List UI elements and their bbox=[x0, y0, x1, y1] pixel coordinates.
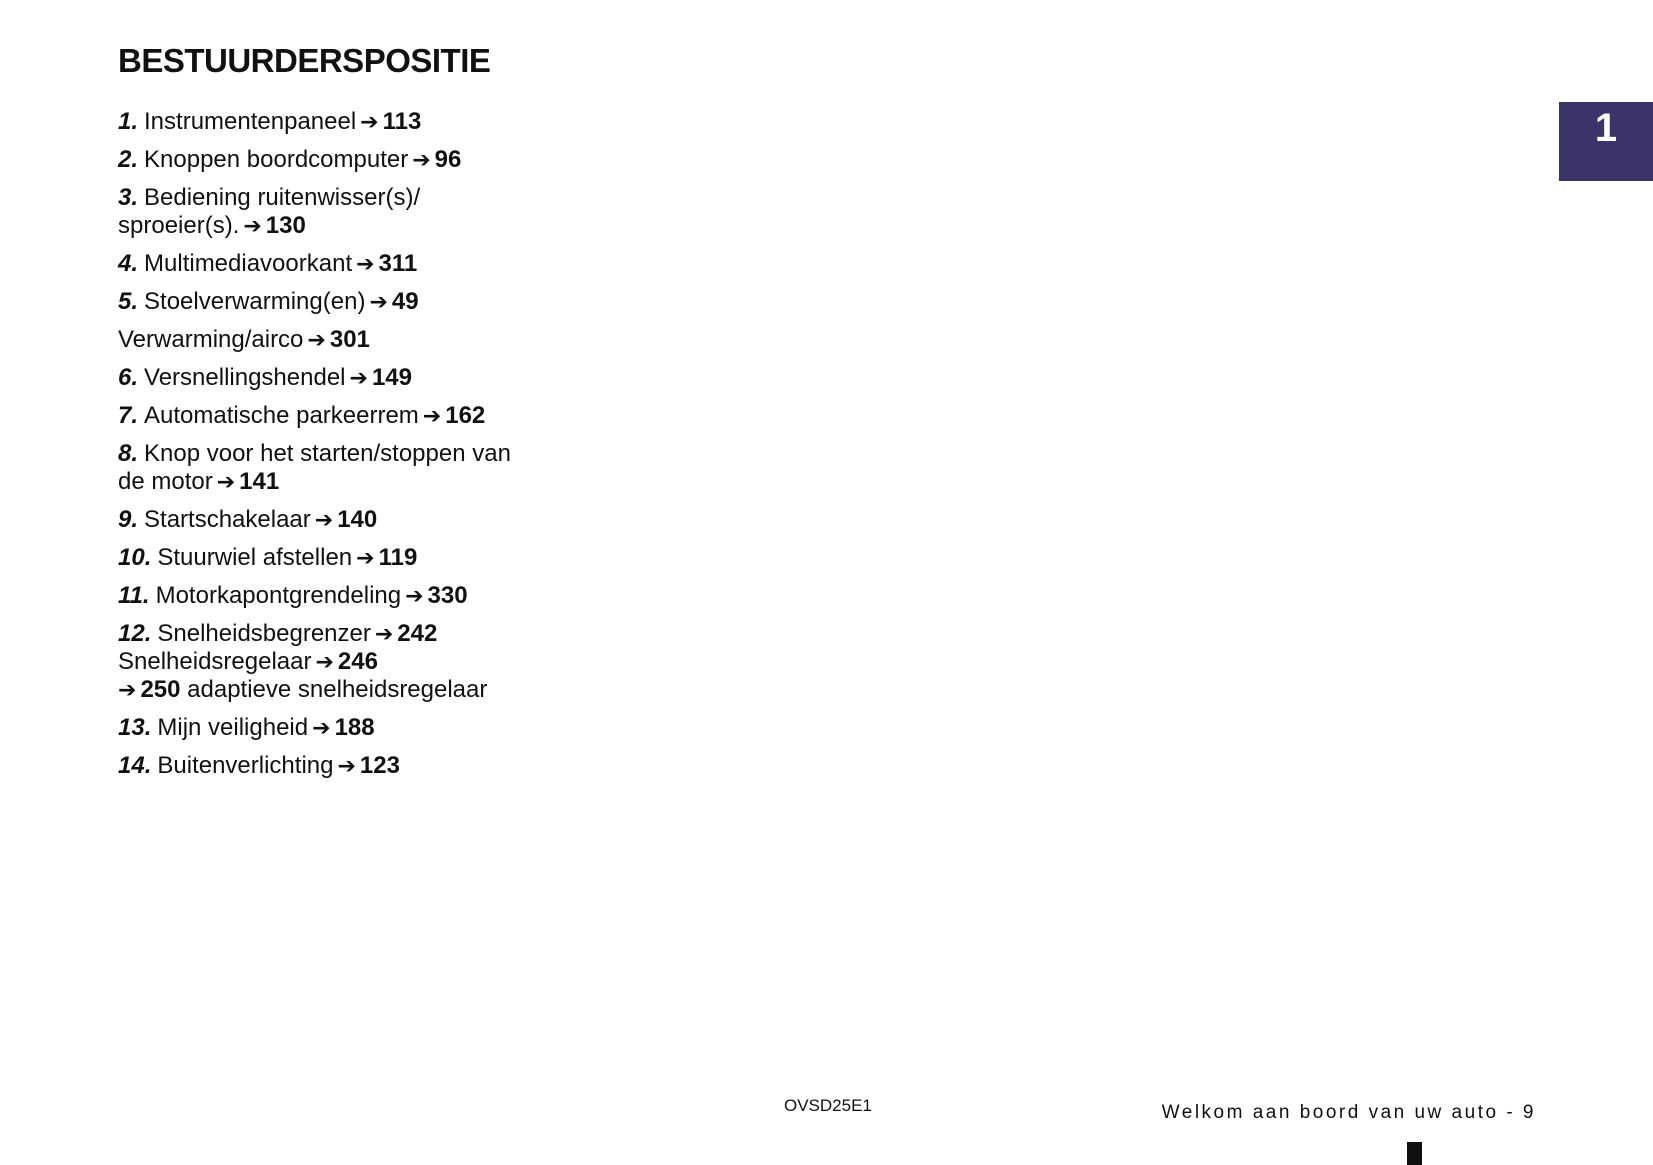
arrow-icon: ➔ bbox=[356, 251, 375, 276]
page-reference[interactable]: 113 bbox=[382, 108, 422, 135]
arrow-icon: ➔ bbox=[349, 365, 368, 390]
item-list bbox=[118, 108, 678, 790]
page-reference[interactable]: 123 bbox=[359, 752, 400, 779]
list-item bbox=[118, 288, 678, 316]
page-reference[interactable]: 149 bbox=[371, 364, 412, 391]
page-reference[interactable]: 119 bbox=[378, 544, 418, 571]
page-marker bbox=[1407, 1142, 1422, 1165]
page-reference[interactable]: 140 bbox=[337, 506, 378, 533]
item-number: 1. bbox=[118, 108, 139, 135]
item-number: 3. bbox=[118, 184, 139, 211]
arrow-icon: ➔ bbox=[118, 677, 137, 702]
list-item bbox=[118, 364, 678, 392]
page-reference[interactable]: 130 bbox=[265, 212, 306, 239]
item-number: 13. bbox=[118, 714, 152, 741]
arrow-icon: ➔ bbox=[243, 213, 262, 238]
list-item bbox=[118, 184, 678, 240]
item-text: Startschakelaar bbox=[144, 506, 311, 533]
arrow-icon: ➔ bbox=[356, 545, 375, 570]
item-text-continued: de motor bbox=[118, 468, 213, 495]
page-reference[interactable]: 162 bbox=[445, 402, 486, 429]
item-text: Verwarming/airco bbox=[118, 326, 304, 353]
item-text-line3: adaptieve snelheidsregelaar bbox=[187, 676, 488, 703]
item-number: 12. bbox=[118, 620, 152, 647]
arrow-icon: ➔ bbox=[312, 715, 331, 740]
item-text-line2: Snelheidsregelaar bbox=[118, 648, 312, 675]
page-reference[interactable]: 311 bbox=[378, 250, 418, 277]
list-item bbox=[118, 326, 678, 354]
arrow-icon: ➔ bbox=[314, 507, 334, 532]
item-number: 4. bbox=[118, 250, 139, 277]
arrow-icon: ➔ bbox=[422, 403, 442, 428]
item-text: Multimediavoorkant bbox=[144, 250, 353, 277]
arrow-icon: ➔ bbox=[360, 109, 379, 134]
arrow-icon: ➔ bbox=[369, 289, 388, 314]
item-text: Versnellingshendel bbox=[144, 364, 346, 391]
item-text: Knop voor het starten/stoppen van bbox=[144, 440, 511, 467]
chapter-tab[interactable]: 1 bbox=[1559, 102, 1653, 181]
item-number: 2. bbox=[118, 146, 139, 173]
list-item bbox=[118, 402, 678, 430]
item-text: Snelheidsbegrenzer bbox=[157, 620, 371, 647]
item-text: Stuurwiel afstellen bbox=[157, 544, 353, 571]
page-footer: Welkom aan boord van uw auto - 9 bbox=[1161, 1102, 1536, 1123]
page-reference[interactable]: 188 bbox=[334, 714, 375, 741]
item-text: Bediening ruitenwisser(s)/ bbox=[144, 184, 421, 211]
item-text: Motorkapontgrendeling bbox=[155, 582, 402, 609]
item-number: 8. bbox=[118, 440, 139, 467]
page-reference[interactable]: 330 bbox=[427, 582, 468, 609]
page-reference[interactable]: 49 bbox=[391, 288, 419, 315]
item-number: 9. bbox=[118, 506, 139, 533]
item-number: 14. bbox=[118, 752, 152, 779]
item-number: 6. bbox=[118, 364, 139, 391]
arrow-icon: ➔ bbox=[374, 621, 394, 646]
list-item bbox=[118, 108, 678, 136]
arrow-icon: ➔ bbox=[307, 327, 326, 352]
item-text: Instrumentenpaneel bbox=[144, 108, 357, 135]
page-reference[interactable]: 246 bbox=[337, 648, 378, 675]
item-number: 10. bbox=[118, 544, 152, 571]
arrow-icon: ➔ bbox=[412, 147, 431, 172]
list-item bbox=[118, 752, 678, 780]
list-item bbox=[118, 250, 678, 278]
list-item bbox=[118, 506, 678, 534]
item-text-continued: sproeier(s). bbox=[118, 212, 240, 239]
item-text: Automatische parkeerrem bbox=[144, 402, 419, 429]
list-item bbox=[118, 714, 678, 742]
item-text: Buitenverlichting bbox=[157, 752, 334, 779]
page-reference[interactable]: 141 bbox=[239, 468, 280, 495]
item-text: Mijn veiligheid bbox=[157, 714, 309, 741]
arrow-icon: ➔ bbox=[405, 583, 424, 608]
page-reference[interactable]: 242 bbox=[397, 620, 438, 647]
list-item bbox=[118, 146, 678, 174]
item-number: 7. bbox=[118, 402, 139, 429]
page-reference[interactable]: 250 bbox=[140, 676, 181, 703]
list-item bbox=[118, 620, 678, 704]
list-item bbox=[118, 440, 678, 496]
list-item bbox=[118, 582, 678, 610]
arrow-icon: ➔ bbox=[216, 469, 236, 494]
arrow-icon: ➔ bbox=[315, 649, 334, 674]
image-code: OVSD25E1 bbox=[784, 1096, 872, 1115]
item-number: 11. bbox=[118, 582, 150, 609]
page-title: BESTUURDERSPOSITIE bbox=[118, 42, 491, 79]
page-reference[interactable]: 301 bbox=[329, 326, 370, 353]
item-text: Stoelverwarming(en) bbox=[144, 288, 366, 315]
item-number: 5. bbox=[118, 288, 139, 315]
list-item bbox=[118, 544, 678, 572]
page-reference[interactable]: 96 bbox=[434, 146, 462, 173]
arrow-icon: ➔ bbox=[337, 753, 356, 778]
item-text: Knoppen boordcomputer bbox=[144, 146, 409, 173]
